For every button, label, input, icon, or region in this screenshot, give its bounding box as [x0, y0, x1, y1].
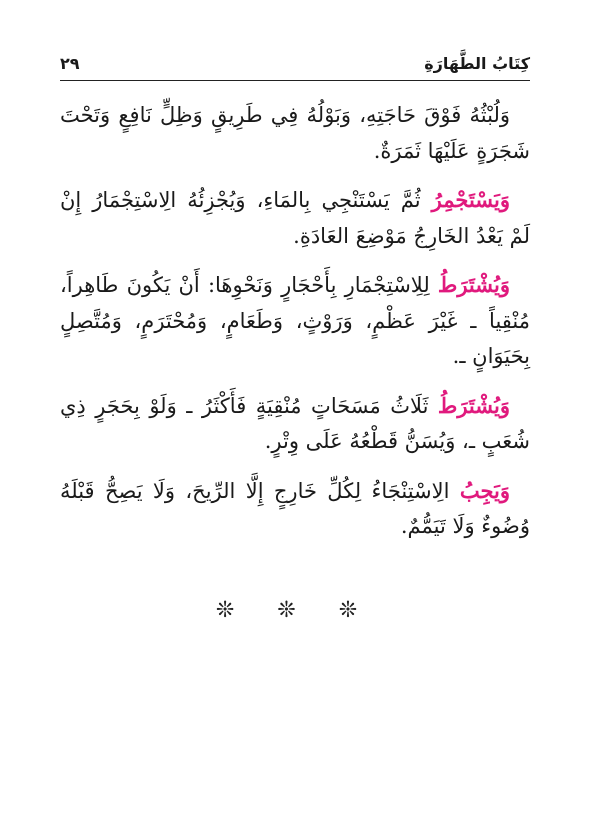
paragraph-keyword: وَيُشْتَرَطُ: [437, 392, 510, 418]
paragraph: [60, 98, 530, 169]
paragraph-text: وَلُبْثُهُ فَوْقَ حَاجَتِهِ، وَبَوْلُهُ فِي طَرِيقٍ وَظِلٍّ نَافِعٍ وَتَحْتَ شَجَرَةٍ عَلَيْهَا ثَمَرَةٌ.: [60, 103, 530, 163]
paragraph-keyword: وَيُشْتَرَطُ: [437, 272, 510, 297]
section-separator: ❊ ❊ ❊: [215, 598, 376, 623]
paragraph-text: ثَلَاثُ مَسَحَاتٍ مُنْقِيَةٍ فَأَكْثَرُ ـ وَلَوْ بِحَجَرٍ ذِي شُعَبٍ ـ، وَيُسَنُّ قَطْعُهُ عَلَى وِتْرٍ.: [60, 393, 530, 453]
paragraph-keyword: وَيَسْتَجْمِرُ: [431, 187, 510, 212]
paragraph-text: ثُمَّ يَسْتَنْجِي بِالمَاءِ، وَيُجْزِئُهُ الِاسْتِجْمَارُ إِنْ لَمْ يَعْدُ الخَارِجُ مَوْضِعَ العَادَةِ.: [60, 188, 530, 248]
page-header: [60, 52, 530, 81]
paragraph-text: الِاسْتِنْجَاءُ لِكُلِّ خَارِجٍ إِلَّا الرِّيحَ، وَلَا يَصِحُّ قَبْلَهُ وُضُوءٌ وَلَا تَيَمُّمٌ.: [60, 478, 530, 538]
paragraph: [60, 473, 530, 545]
book-title: كِتَابُ الطَّهَارَةِ: [424, 54, 530, 73]
main-text: [60, 98, 530, 558]
paragraph: [60, 388, 530, 460]
paragraph: [60, 182, 530, 254]
paragraph-text: لِلِاسْتِجْمَارِ بِأَحْجَارٍ وَنَحْوِهَا: أَنْ يَكُونَ طَاهِراً، مُنْقِياً ـ غَيْرَ عَظْمٍ، وَرَوْثٍ، وَطَعَامٍ، وَمُحْتَرَمٍ، وَمُتَّصِلٍ بِحَيَوَانٍ ـ.: [60, 273, 530, 368]
paragraph: [60, 267, 530, 375]
paragraph-keyword: وَيَجِبُ: [459, 477, 510, 503]
page-number: ٢٩: [60, 54, 80, 73]
